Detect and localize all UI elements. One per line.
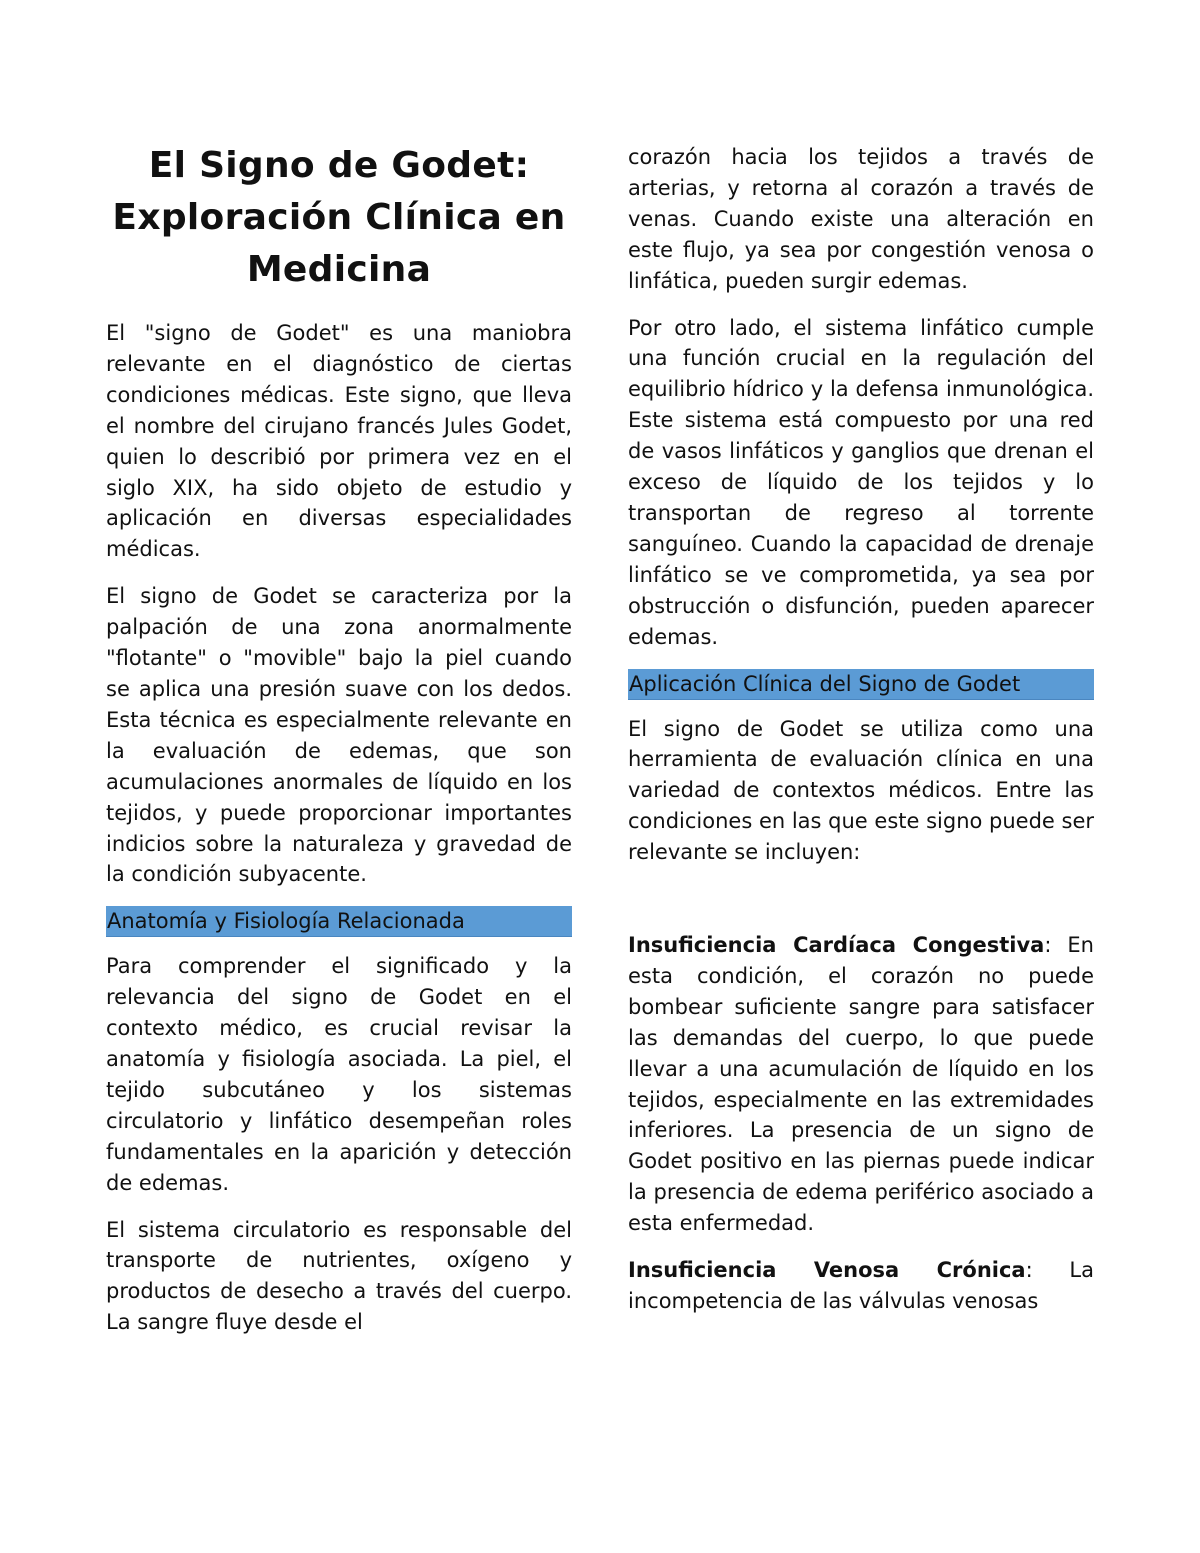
right-column [628, 140, 1094, 1333]
left-column [106, 140, 572, 1354]
condition-text-cvi: : La incompetencia de las válvulas venosas [628, 1258, 1094, 1313]
document-title: El Signo de Godet: Exploración Clínica en Medicina [112, 145, 566, 290]
condition-text-chf: : En esta condición, el corazón no puede bombear suficiente sangre para satisfacer las demandas del cuerpo, lo que puede llevar a una acumulación de líquido en los tejidos, especialmente en las extremidades inferiores. La presencia de un signo de Godet positivo en las piernas puede indicar la presencia de edema periférico asociado a esta enfermedad. [628, 933, 1094, 1236]
intro-paragraph-1: El "signo de Godet" es una maniobra relevante en el diagnóstico de ciertas condiciones médicas. Este signo, que lleva el nombre del cirujano francés Jules Godet, quien lo describió por primera vez en el siglo XIX, ha sido objeto de estudio y aplicación en diversas especialidades médicas. [106, 321, 572, 562]
condition-term-cvi: Insuficiencia Venosa Crónica [628, 1258, 1026, 1283]
condition-term-chf: Insuficiencia Cardíaca Congestiva [628, 933, 1045, 958]
condition-item-chf [628, 930, 1094, 1239]
section-heading-anatomy: Anatomía y Fisiología Relacionada [106, 906, 572, 937]
section-heading-clinical: Aplicación Clínica del Signo de Godet [628, 669, 1094, 700]
anatomy-paragraph-1: Para comprender el significado y la relevancia del signo de Godet en el contexto médico, es crucial revisar la anatomía y fisiología asociada. La piel, el tejido subcutáneo y los sistemas circulatorio y linfático desempeñan roles fundamentales en la aparición y detección de edemas. [106, 954, 572, 1195]
blank-line [628, 884, 1094, 930]
clinical-paragraph: El signo de Godet se utiliza como una herramienta de evaluación clínica en una variedad de contextos médicos. Entre las condiciones en las que este signo puede ser relevante se incluyen: [628, 716, 1095, 865]
condition-item-cvi [628, 1255, 1094, 1317]
anatomy-paragraph-2: El sistema circulatorio es responsable del transporte de nutrientes, oxígeno y productos de desecho a través del cuerpo. La sangre fluye desde el [106, 1217, 572, 1335]
anatomy-paragraph-2-continued: corazón hacia los tejidos a través de arterias, y retorna al corazón a través de venas. Cuando existe una alteración en este flujo, ya sea por congestión venosa o linfática, pueden surgir edemas. [628, 145, 1094, 293]
intro-paragraph-2: El signo de Godet se caracteriza por la palpación de una zona anormalmente "flotante" o "movible" bajo la piel cuando se aplica una presión suave con los dedos. Esta técnica es especialmente relevante en la evaluación de edemas, que son acumulaciones anormales de líquido en los tejidos, y puede proporcionar importantes indicios sobre la naturaleza y gravedad de la condición subyacente. [106, 584, 572, 887]
lymphatic-paragraph: Por otro lado, el sistema linfático cumple una función crucial en la regulación del equilibrio hídrico y la defensa inmunológica. Este sistema está compuesto por una red de vasos linfáticos y ganglios que drenan el exceso de líquido de los tejidos y lo transportan de regreso al torrente sanguíneo. Cuando la capacidad de drenaje linfático se ve comprometida, ya sea por obstrucción o disfunción, pueden aparecer edemas. [628, 315, 1094, 649]
